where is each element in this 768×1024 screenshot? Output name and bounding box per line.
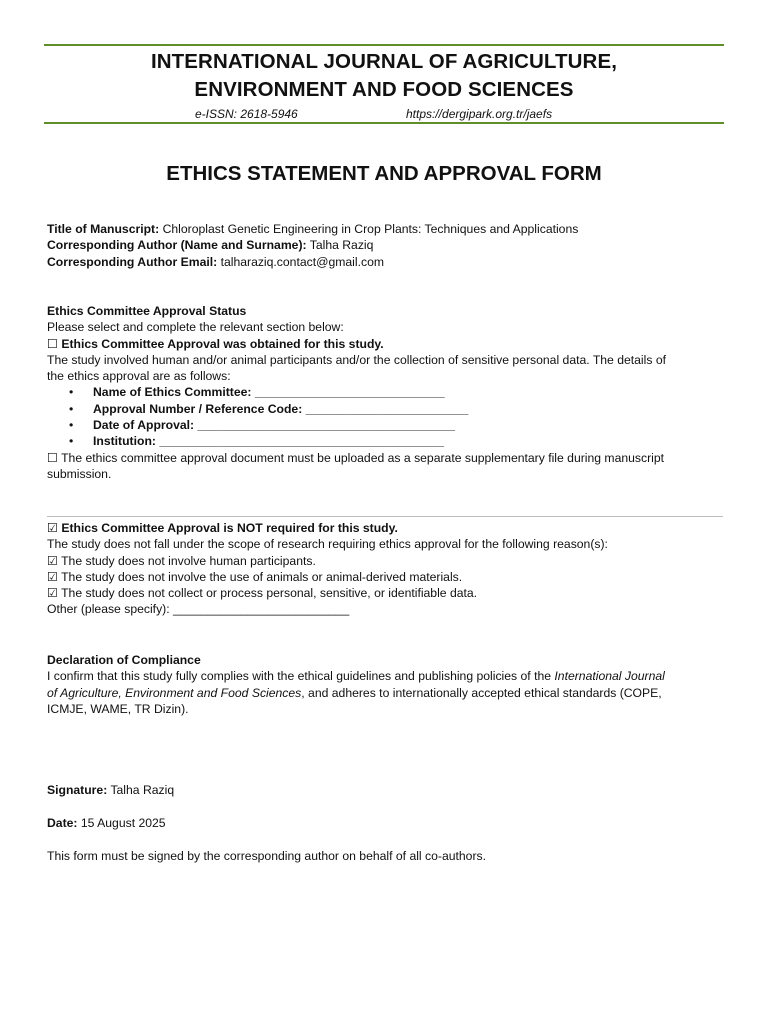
- approval-not-required-option[interactable]: [47, 520, 723, 536]
- corresponding-email-value: talharaziq.contact@gmail.com: [220, 254, 385, 269]
- signature-row: [47, 782, 723, 798]
- journal-title-line2: ENVIRONMENT AND FOOD SCIENCES: [194, 78, 574, 101]
- approval-detail-reference-text: Approval Number / Reference Code: ________________________: [93, 401, 469, 416]
- upload-document-line2: submission.: [47, 466, 112, 481]
- corresponding-author-value: Talha Raziq: [309, 238, 374, 253]
- signature-label: Signature:: [47, 783, 108, 797]
- reason-no-personal-data-checkbox[interactable]: ☑: [47, 586, 58, 601]
- corresponding-author-label: Corresponding Author (Name and Surname):: [47, 238, 307, 253]
- reason-no-personal-data[interactable]: [47, 585, 723, 601]
- journal-eissn: e-ISSN: 2618-5946: [195, 107, 298, 121]
- bullet-icon: •: [69, 401, 74, 416]
- bullet-icon: •: [69, 385, 74, 400]
- signature-value: Talha Raziq: [110, 783, 175, 797]
- manuscript-title-row: [47, 221, 723, 237]
- header-bottom-rule: [44, 122, 724, 124]
- approval-status-heading: Ethics Committee Approval Status: [47, 304, 247, 318]
- approval-detail-reference: [47, 401, 723, 417]
- declaration-section: [47, 652, 723, 717]
- approval-obtained-checkbox[interactable]: ☐: [47, 336, 58, 351]
- upload-document-checkbox[interactable]: ☐: [47, 450, 58, 465]
- declaration-line1-text: I confirm that this study fully complies with the ethical guidelines and publishing policies of the: [47, 669, 555, 684]
- section-divider: [47, 516, 723, 517]
- date-row: [47, 815, 723, 831]
- declaration-line2: [47, 685, 723, 701]
- reason-no-animals-text: The study does not involve the use of animals or animal-derived materials.: [61, 569, 463, 584]
- journal-title: [44, 48, 724, 104]
- declaration-line1: [47, 668, 723, 684]
- bullet-icon: •: [69, 418, 74, 433]
- reason-no-animals-checkbox[interactable]: ☑: [47, 569, 58, 584]
- upload-document-option[interactable]: [47, 450, 723, 466]
- approval-status-instruction: Please select and complete the relevant section below:: [47, 320, 344, 335]
- journal-url: https://dergipark.org.tr/jaefs: [406, 107, 553, 121]
- approval-detail-committee-text: Name of Ethics Committee: ____________________________: [93, 385, 445, 400]
- approval-not-required-checkbox[interactable]: ☑: [47, 521, 58, 535]
- approval-not-required-desc: The study does not fall under the scope of research requiring ethics approval for the following reason(s):: [47, 537, 608, 552]
- reason-no-humans-checkbox[interactable]: ☑: [47, 553, 58, 568]
- approval-detail-institution: [47, 433, 723, 449]
- approval-obtained-desc-line1: The study involved human and/or animal participants and/or the collection of sensitive personal data. The details of: [47, 352, 666, 367]
- form-title: ETHICS STATEMENT AND APPROVAL FORM: [166, 162, 602, 185]
- corresponding-author-row: [47, 237, 723, 253]
- declaration-journal-name-part1: International Journal: [554, 669, 665, 684]
- corresponding-email-label: Corresponding Author Email:: [47, 254, 218, 269]
- corresponding-email-row: [47, 254, 723, 270]
- header-top-rule: [44, 44, 724, 46]
- declaration-journal-name-part2: of Agriculture, Environment and Food Sciences: [47, 685, 302, 700]
- approval-obtained-desc-line2: the ethics approval are as follows:: [47, 369, 231, 384]
- bullet-icon: •: [69, 434, 74, 449]
- approval-obtained-label: Ethics Committee Approval was obtained for this study.: [61, 336, 384, 351]
- reason-no-animals[interactable]: [47, 569, 723, 585]
- reason-other: Other (please specify): __________________________: [47, 602, 350, 617]
- manuscript-info: [47, 221, 723, 270]
- upload-document-line1: The ethics committee approval document must be uploaded as a separate supplementary file during manuscript: [61, 450, 665, 465]
- declaration-line3: ICMJE, WAME, TR Dizin).: [47, 701, 189, 716]
- date-value: 15 August 2025: [80, 816, 166, 830]
- footer-note: This form must be signed by the corresponding author on behalf of all co-authors.: [47, 849, 486, 863]
- approval-detail-committee: [47, 384, 723, 400]
- approval-status-section: [47, 303, 723, 482]
- approval-detail-institution-text: Institution: __________________________________________: [93, 434, 445, 449]
- manuscript-title-label: Title of Manuscript:: [47, 222, 160, 236]
- declaration-line2-text: , and adheres to internationally accepted ethical standards (COPE,: [301, 685, 662, 700]
- approval-detail-date-text: Date of Approval: ______________________________________: [93, 418, 456, 433]
- reason-no-humans[interactable]: [47, 553, 723, 569]
- approval-obtained-option[interactable]: [47, 336, 723, 352]
- manuscript-title-value: Chloroplast Genetic Engineering in Crop Plants: Techniques and Applications: [162, 222, 579, 236]
- approval-not-required-label: Ethics Committee Approval is NOT required for this study.: [61, 521, 398, 535]
- approval-details-list: [47, 384, 723, 449]
- declaration-heading: Declaration of Compliance: [47, 653, 201, 667]
- approval-detail-date: [47, 417, 723, 433]
- reason-no-humans-text: The study does not involve human participants.: [61, 553, 316, 568]
- journal-title-line1: INTERNATIONAL JOURNAL OF AGRICULTURE,: [150, 50, 618, 73]
- date-label: Date:: [47, 816, 78, 830]
- approval-not-required-section: [47, 520, 723, 618]
- reason-no-personal-data-text: The study does not collect or process personal, sensitive, or identifiable data.: [61, 586, 478, 601]
